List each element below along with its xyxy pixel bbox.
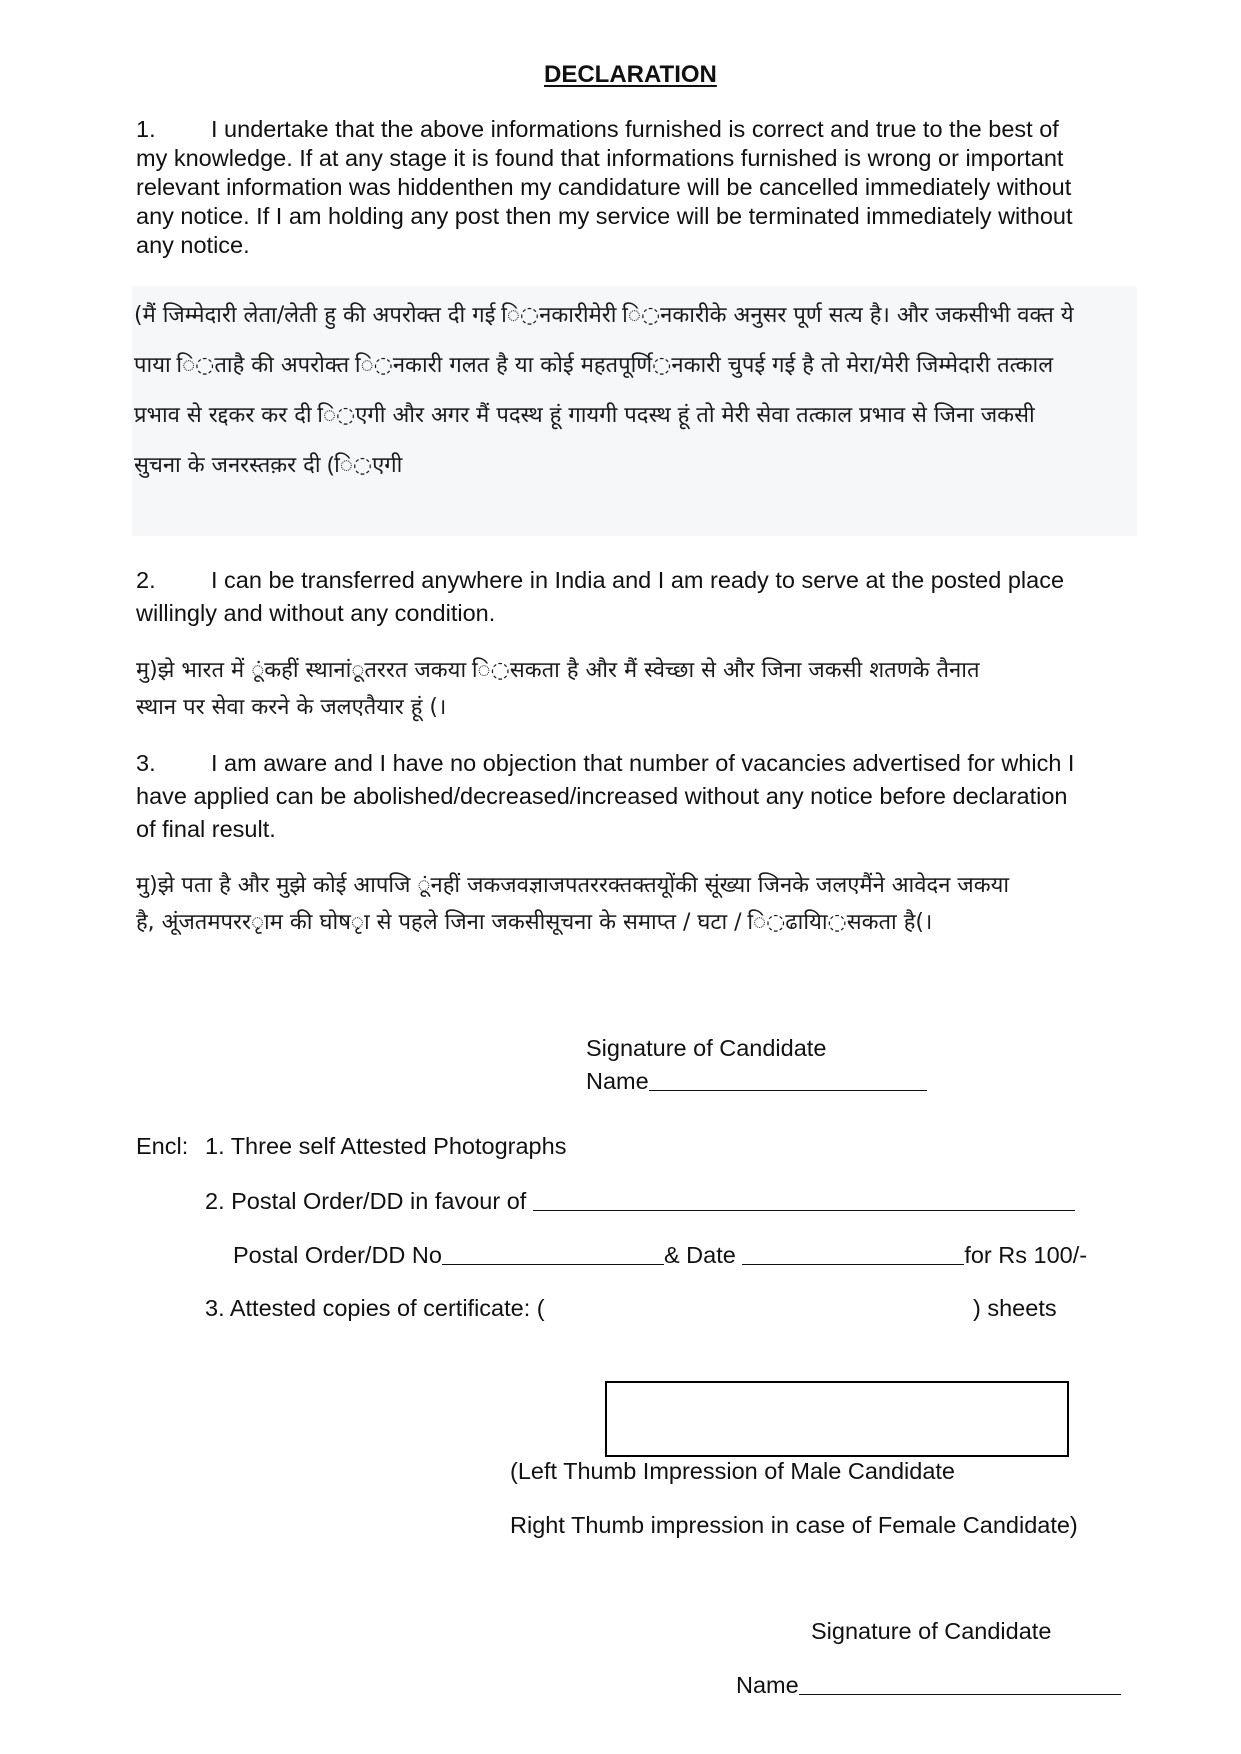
item-3-hindi-line-2: है, अूंजतमपरर◌ृाम की घोष◌ृा से पहले जिना जकसीसूचना के समाप्त / घटा / ि◌ढायाि◌सकता है(। — [136, 910, 933, 935]
item-3-number: 3. — [136, 750, 156, 776]
item-3-line-1: 3. I am aware and I have no objection that number of vacancies advertised for which I — [136, 750, 1075, 776]
name-blank-2[interactable] — [799, 1694, 1121, 1695]
dd-number-blank[interactable] — [442, 1264, 664, 1265]
thumb-impression-box — [605, 1381, 1069, 1457]
item-3-line-2: have applied can be abolished/decreased/increased without any notice before declaration — [136, 783, 1068, 809]
item-2-line-2: willingly and without any condition. — [136, 600, 496, 626]
enclosure-item-3-suffix: ) sheets — [973, 1295, 1057, 1321]
name-field-2[interactable] — [736, 1674, 1121, 1698]
enclosure-item-3: 3. Attested copies of certificate: ( — [205, 1295, 545, 1321]
item-1-number: 1. — [136, 116, 156, 142]
thumb-label-line-1: (Left Thumb Impression of Male Candidate — [510, 1458, 955, 1484]
page-title: DECLARATION — [544, 61, 717, 88]
item-1-line-3: relevant information was hiddenthen my candidature will be cancelled immediately without — [136, 174, 1072, 200]
enclosure-item-2-details: Postal Order/DD No & Date for Rs 100/- — [233, 1242, 1088, 1268]
item-1-hindi-line-3: प्रभाव से रद्दकर कर दी ि◌एगी और अगर मैं पदस्थ हूं गायगी पदस्थ हूं तो मेरी सेवा तत्काल प्रभाव से जिना जकसी — [134, 403, 1035, 428]
item-2-hindi-line-1: मु)झे भारत में ◌ूंकहीं स्थानांूतररत जकया ि◌सकता है और मैं स्वेच्छा से और जिना जकसी शतणके तैनात — [136, 658, 980, 683]
name-label-1: Name — [586, 1068, 649, 1094]
name-blank-1[interactable] — [649, 1090, 927, 1091]
item-3-hindi-line-1: मु)झे पता है और मुझे कोई आपजि ◌ूंनहीं जकजवज्ञाजपतररक्तक्तयूोंकी सूंख्या जिनके जलएमैंने आवेदन जकया — [136, 873, 1010, 898]
item-1-line-2: my knowledge. If at any stage it is found that informations furnished is wrong or important — [136, 145, 1064, 171]
item-1-line-1: 1. I undertake that the above informations furnished is correct and true to the best of — [136, 116, 1059, 142]
item-1-hindi-line-4: सुचना के जनरस्तक़र दी (ि◌एगी — [134, 453, 403, 478]
item-1-line-5: any notice. — [136, 232, 250, 258]
signature-label-1: Signature of Candidate — [586, 1035, 827, 1061]
item-3-line-3: of final result. — [136, 816, 276, 842]
enclosure-item-1: Encl: 1. Three self Attested Photographs — [136, 1133, 567, 1159]
enclosure-item-2: 2. Postal Order/DD in favour of — [205, 1190, 1075, 1214]
name-field-1[interactable] — [586, 1070, 927, 1094]
name-label-2: Name — [736, 1672, 799, 1698]
item-1-hindi-line-2: पाया ि◌ताहै की अपरोक्त ि◌नकारी गलत है या कोई महतपूर्णि◌नकारी चुपई गई है तो मेरा/मेरी जिम्मेदारी तत्काल — [134, 353, 1054, 378]
dd-date-blank[interactable] — [742, 1264, 964, 1265]
signature-label-2: Signature of Candidate — [811, 1618, 1052, 1644]
thumb-label-line-2: Right Thumb impression in case of Female Candidate) — [510, 1512, 1078, 1538]
encl-label: Encl: — [136, 1133, 189, 1159]
item-2-number: 2. — [136, 567, 156, 593]
item-1-line-4: any notice. If I am holding any post then my service will be terminated immediately without — [136, 203, 1073, 229]
favour-of-blank[interactable] — [533, 1210, 1075, 1211]
item-2-hindi-line-2: स्थान पर सेवा करने के जलएतैयार हूं (। — [136, 695, 447, 720]
item-1-hindi-line-1: (मैं जिम्मेदारी लेता/लेती हु की अपरोक्त दी गई ि◌नकारीमेरी ि◌नकारीके अनुसर पूर्ण सत्य है। और जकसीभी वक्त ये — [134, 303, 1074, 328]
item-2-line-1: 2. I can be transferred anywhere in India and I am ready to serve at the posted place — [136, 567, 1065, 593]
